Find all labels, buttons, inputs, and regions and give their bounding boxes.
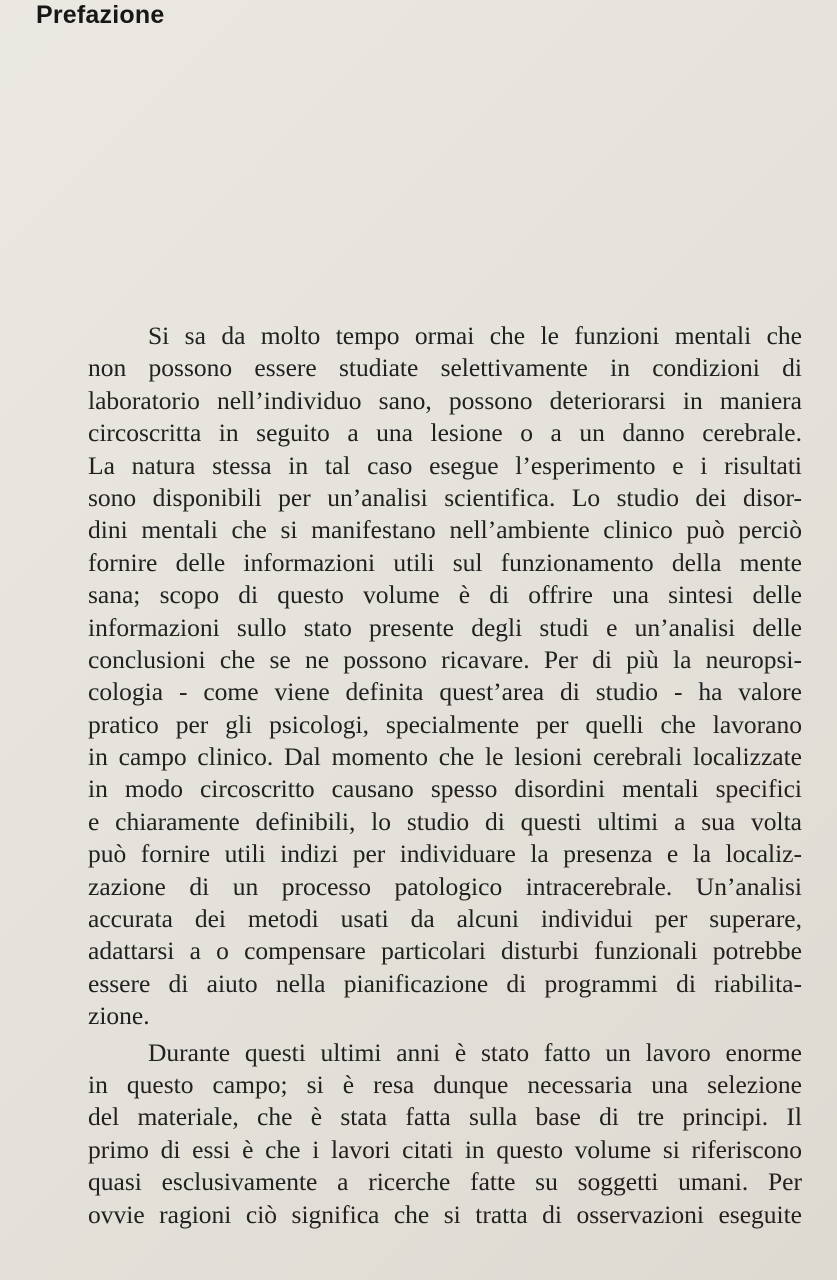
- text-line: Durante questi ultimi anni è stato fatto un lavoro enorme: [148, 1037, 802, 1067]
- text-line: Si sa da molto tempo ormai che le funzioni mentali che: [148, 321, 802, 350]
- text-line: zione.: [88, 1001, 150, 1031]
- text-line: in modo circoscritto causano spesso disordini mentali specifici: [88, 774, 802, 804]
- text-line: essere di aiuto nella pianificazione di programmi di riabilita-: [88, 968, 802, 998]
- text-line: del materiale, che è stata fatta sulla base di tre principi. Il: [88, 1102, 802, 1132]
- text-line: pratico per gli psicologi, specialmente per quelli che lavorano: [88, 709, 802, 739]
- text-line: circoscritta in seguito a una lesione o a un danno cerebrale.: [88, 418, 802, 448]
- text-line: quasi esclusivamente a ricerche fatte su soggetti umani. Per: [88, 1167, 802, 1197]
- text-line: dini mentali che si manifestano nell’ambiente clinico può perciò: [88, 515, 802, 545]
- text-line: sana; scopo di questo volume è di offrire una sintesi delle: [88, 580, 802, 610]
- paragraph-1: [28, 320, 802, 1033]
- text-line: non possono essere studiate selettivamente in condizioni di: [88, 353, 802, 383]
- text-line: ovvie ragioni ciò significa che si tratta di osservazioni eseguite: [88, 1199, 802, 1229]
- text-line: sono disponibili per un’analisi scientifica. Lo studio dei disor-: [88, 482, 802, 512]
- paragraph-2: [28, 1037, 802, 1231]
- text-line: cologia - come viene definita quest’area di studio - ha valore: [88, 677, 802, 707]
- page-heading: Prefazione: [36, 1, 165, 29]
- text-line: La natura stessa in tal caso esegue l’esperimento e i risultati: [88, 450, 802, 480]
- body-text: [28, 320, 802, 1231]
- text-line: laboratorio nell’individuo sano, possono deteriorarsi in maniera: [88, 385, 802, 415]
- text-line: fornire delle informazioni utili sul funzionamento della mente: [88, 547, 802, 577]
- text-line: accurata dei metodi usati da alcuni individui per superare,: [88, 904, 802, 934]
- text-line: adattarsi a o compensare particolari disturbi funzionali potrebbe: [88, 936, 802, 966]
- text-line: può fornire utili indizi per individuare la presenza e la localiz-: [88, 839, 802, 869]
- text-line: zazione di un processo patologico intracerebrale. Un’analisi: [88, 871, 802, 901]
- text-line: conclusioni che se ne possono ricavare. Per di più la neuropsi-: [88, 644, 802, 674]
- text-line: in questo campo; si è resa dunque necessaria una selezione: [88, 1069, 802, 1099]
- text-line: e chiaramente definibili, lo studio di questi ultimi a sua volta: [88, 806, 802, 836]
- text-line: primo di essi è che i lavori citati in questo volume si riferiscono: [88, 1134, 802, 1164]
- text-line: informazioni sullo stato presente degli studi e un’analisi delle: [88, 612, 802, 642]
- text-line: in campo clinico. Dal momento che le lesioni cerebrali localizzate: [88, 742, 802, 772]
